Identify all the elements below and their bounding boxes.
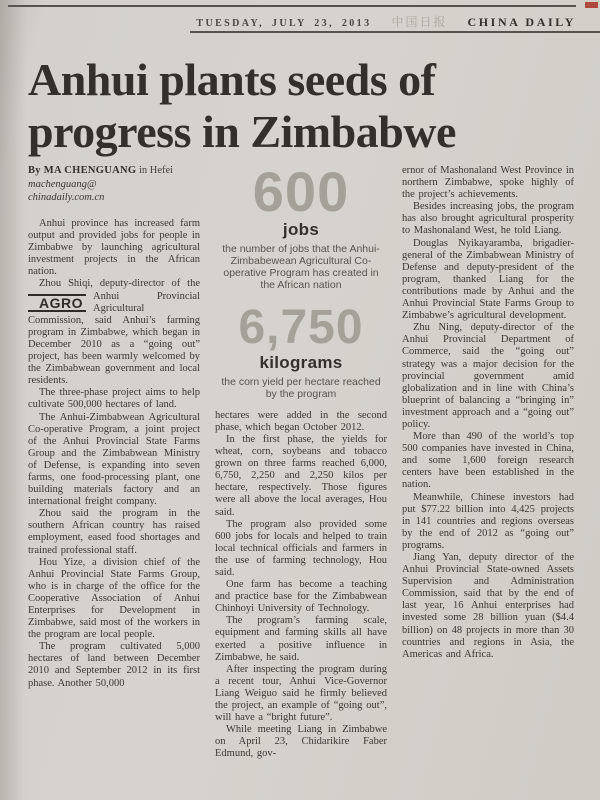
- red-registration-mark: [585, 2, 598, 8]
- byline-author-line: [28, 165, 200, 176]
- newspaper-name: CHINA DAILY: [467, 15, 576, 29]
- paragraph: The program cultivated 5,000 hectares of land between December 2010 and September 2012 in its first phase. Another 50,000: [28, 641, 200, 689]
- paragraph: Zhu Ning, deputy-director of the Anhui Provincial Department of Commerce, said the “going out” strategy was a major decision for the provincial government amid globalization and in line with China’s blueprint of balancing a “bringing in” investment approach and a “going out” policy.: [402, 322, 574, 430]
- stat-yield-unit: kilograms: [259, 352, 343, 372]
- column-1: [28, 165, 200, 800]
- headline-line: Anhui plants seeds of: [28, 54, 436, 105]
- agro-section-badge: AGRO: [28, 294, 86, 312]
- author-email-line2: chinadaily.com.cn: [28, 192, 105, 203]
- paragraph: One farm has become a teaching and practice base for the Zimbabwean Chinhoyi University of Technology.: [215, 579, 387, 615]
- column-2-body: [215, 410, 387, 761]
- stat-yield: [215, 301, 387, 400]
- china-daily-chinese-logo: 中国日报: [391, 15, 448, 29]
- paragraph: ernor of Mashonaland West Province in northern Zimbabwe, spoke highly of the project’s achievements.: [402, 165, 574, 201]
- paragraph: The Anhui-Zimbabwean Agricultural Co-operative Program, a joint project of the Anhui Provincial State Farms Group and the Zimbabwean Ministry of Defense, is expanding into seven farms, one food-processing plant, one building materials factory and an international freight company.: [28, 411, 200, 508]
- author-location: in Hefei: [138, 165, 174, 176]
- paragraph: Meanwhile, Chinese investors had put $77.22 billion into 4,425 projects in 141 countries and regions overseas by the end of 2012 as “going out” programs.: [402, 491, 574, 551]
- paragraph: More than 490 of the world’s top 500 companies have invested in China, and some 1,600 foreign research centers have been established in the nation.: [402, 431, 574, 491]
- masthead-rule: [190, 31, 600, 33]
- stat-yield-description: the corn yield per hectare reached by the program: [221, 375, 381, 400]
- paragraph: Zhou said the program in the southern African country has raised employment, eased food shortages and trained professional staff.: [28, 508, 200, 556]
- stat-jobs-description: the number of jobs that the Anhui-Zimbabewean Agricultural Co-operative Program has created in the African nation: [222, 243, 380, 292]
- paragraph: The program’s farming scale, equipment and farming skills all have exerted a positive influence in Zimbabwe, he said.: [215, 615, 387, 663]
- stat-jobs: [215, 165, 387, 291]
- paragraph-agro-rest: Provincial Agricultural Commission, said Anhui’s farming program in Zimbabwe, which began in December 2010 as a “going out” project, has been warmly welcomed by the Zimbabwean government and local residents.: [28, 290, 200, 387]
- paragraph-intro: Anhui province has increased farm output and provided jobs for people in Zimbabwe by launching agricultural investment projects in the African nation.: [28, 218, 200, 278]
- paragraph: The program also provided some 600 jobs for locals and helped to train local technical officials and farmers in the use of farming technology, Hou said.: [215, 518, 387, 578]
- byline: [28, 165, 200, 204]
- paragraph: Besides increasing jobs, the program has also brought agricultural prosperity to Mashonaland West, he told Liang.: [402, 201, 574, 237]
- stat-jobs-value: 600: [252, 165, 350, 223]
- column-1-body: [28, 387, 200, 689]
- article-columns: [28, 165, 582, 800]
- stat-yield-value: 6,750: [238, 301, 364, 355]
- column-3: [402, 165, 574, 800]
- author-email-line1: machenguang@: [28, 179, 97, 190]
- masthead-line: [0, 13, 576, 30]
- headline: [28, 54, 580, 158]
- paragraph: In the first phase, the yields for wheat, corn, soybeans and tobacco grown on three farms reached 6,000, 6,750, 2,250 and 2,250 kilos per hectare, respectively. Those figures were all above the local averages, Hou said.: [215, 433, 387, 518]
- stat-jobs-unit: jobs: [282, 220, 320, 240]
- paragraph: Douglas Nyikayaramba, brigadier-general of the Zimbabwean Ministry of Defense and deputy-president of the program, thanked Liang for the contributions made by Anhui and the Anhui Provincial State Farms Group to Zimbabwe’s agricultural development.: [402, 237, 574, 322]
- paragraph: hectares were added in the second phase, which began October 2012.: [215, 409, 387, 433]
- masthead: [0, 0, 600, 40]
- issue-date: TUESDAY, JULY 23, 2013: [196, 18, 372, 29]
- paragraph: Jiang Yan, deputy director of the Anhui Provincial State-owned Assets Supervision and Administration Commission, said that by the end of last year, 16 Anhui enterprises had invested some 28 billion yuan ($4.4 billion) on 48 projects in more than 30 countries and regions in Asia, the Americas and Africa.: [402, 552, 574, 660]
- paragraph: Hou Yize, a division chief of the Anhui Provincial State Farms Group, who is in charge of the office for the Cooperative Association of Anhui Enterprises for Development in Zimbabwe, said most of the workers in the program are local people.: [28, 556, 200, 641]
- column-2: [215, 165, 387, 800]
- paragraph-agro-lead: Zhou Shiqi, deputy-director of the Anhui: [39, 278, 200, 302]
- headline-line: progress in Zimbabwe: [28, 106, 456, 157]
- paragraph-agro: [28, 278, 200, 387]
- author-email: [28, 178, 200, 204]
- paragraph: After inspecting the program during a recent tour, Anhui Vice-Governor Liang Weiguo said he firmly believed the project, an example of “going out”, will have a “bright future”.: [215, 663, 387, 724]
- paragraph: The three-phase project aims to help cultivate 500,000 hectares of land.: [28, 387, 200, 411]
- top-rule: [8, 5, 576, 7]
- paragraph: While meeting Liang in Zimbabwe on April 23, Chidarikire Faber Edmund, gov-: [215, 724, 387, 760]
- author-name: By MA CHENGUANG: [28, 165, 137, 176]
